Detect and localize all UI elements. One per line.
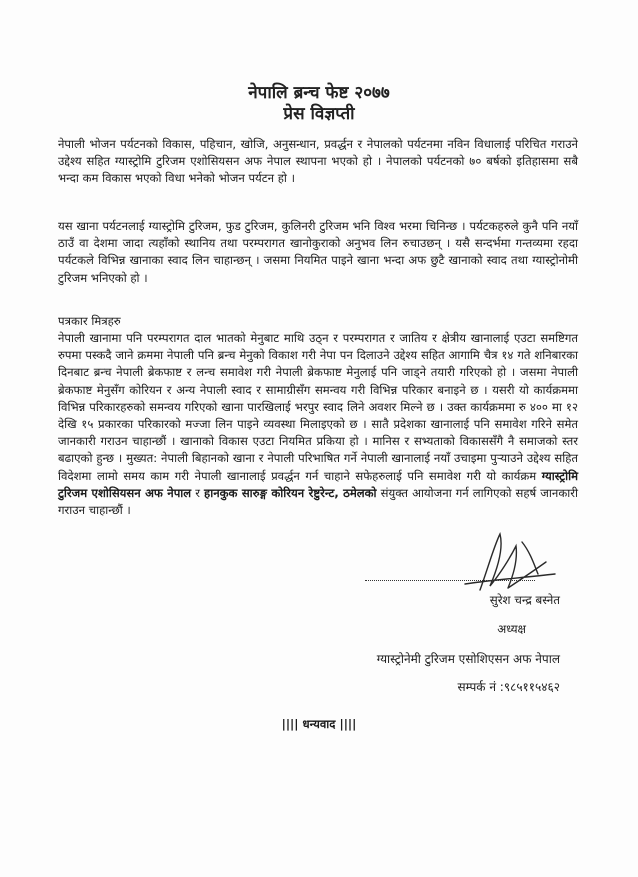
food-tourism-paragraph: यस खाना पर्यटनलाई ग्यास्ट्रोमि टुरिजम, फुड टुरिजम, कुलिनरी टुरिजम भनि विश्व भरमा चिनिन्छ । पर्यटकहरुले कुनै पनि नयाँ ठाउँ वा देशमा जादा त्यहाँको स्थानिय तथा परम्परागत खानोकुराको अनुभव लिन रुचाउछन् । यसै सन्दर्भमा गन्तव्यमा रहदा पर्यटकले विभिन्न खानाका स्वाद लिन चाहान्छन् । जसमा नियमित पाइने खाना भन्दा अफ छुटै खानाको स्वाद तथा ग्यास्ट्रोनोमी टुरिजम भनिएको हो ।	[58, 219, 578, 285]
signatory-name: सुरेश चन्द्र बस्नेत	[489, 593, 560, 607]
thank-you-note: |||| धन्यवाद ||||	[281, 717, 357, 731]
connector-text: र	[191, 485, 205, 500]
signature-line	[365, 580, 535, 581]
handwritten-signature-icon	[460, 528, 560, 598]
intro-paragraph: नेपाली भोजन पर्यटनको विकास, पहिचान, खोजि, अनुसन्धान, प्रवर्द्धन र नेपालको पर्यटनमा नविन विधालाई परिचित गराउने उद्देश्य सहित ग्यास्ट्रोमि टुरिजम एशोसियसन अफ नेपाल स्थापना भएको हो । नेपालको पर्यटनको ७० बर्षको इतिहासमा सबै भन्दा कम विकास भएको विधा भनेको भोजन पर्यटन हो ।	[58, 137, 578, 186]
document-title: नेपालि ब्रन्च फेष्ट २०७७	[248, 83, 390, 103]
contact-number: सम्पर्क नं :९८५११५४६२	[457, 680, 560, 694]
event-paragraph	[58, 330, 578, 519]
event-text-part-2: संयुक्त आयोजना गर्न लागिएको सहर्ष जानकारी गराउन चाहान्छौं ।	[58, 485, 578, 518]
event-text-part-1: नेपाली खानामा पनि परम्परागत दाल भातको मेनुबाट माथि उठ्न र परम्परागत र जातिय र क्षेत्रीय खानालाई एउटा समष्टिगत रुपमा पस्कदै जाने क्रममा नेपाली पनि ब्रन्च मेनुको विकाश गरी नेपा पन दिलाउने उद्देश्य सहित आगामि चैत्र १४ गते शनिबारका दिनबाट ब्रन्च नेपाली ब्रेकफाष्ट र लन्च समावेश गरी नेपाली ब्रेकफाष्ट मेनुलाई पनि जाड्ने तयारी गरिएको हो । जसमा नेपाली ब्रेकफाष्ट मेनुसँग कोरियन र अन्य नेपाली स्वाद र सामाग्रीसँग समन्वय गरी विभिन्न परिकार बनाइने छ । यसरी यो कार्यक्रममा विभिन्न परिकारहरुको समन्वय गरिएको खाना पारखिलाई भरपुर स्वाद लिने अवशर मिल्ने छ । उक्त कार्यक्रममा रु ४०० मा १२ देखि १५ प्रकारका परिकारको मज्जा लिन पाइने व्यवस्था मिलाइएको छ । सातै प्रदेशका खानालाई पनि समावेश गरिने समेत जानकारी गराउन चाहान्छौं । खानाको विकास एउटा नियमित प्रकिया हो । मानिस र सभ्यताको विकाससँगै नै समाजको स्तर बढाएको हुन्छ । मुख्यत: नेपाली बिहानको खाना र नेपाली परिभाषित गर्ने नेपाली खानालाई नयाँ उचाइमा पुऱ्याउने उद्देश्य सहित विदेशमा लामो समय काम गरी नेपाली खानालाई प्रवर्द्धन गर्न चाहाने सफेहरुलाई पनि समावेश गरी यो कार्यक्रम	[58, 331, 578, 483]
salutation: पत्रकार मित्रहरु	[58, 314, 121, 328]
signature-block	[355, 528, 565, 598]
organizer-name-1: ग्यास्ट्रोमि टुरिजम एशोसियसन अफ नेपाल	[58, 468, 579, 500]
organizer-name-2: हानकुक सारुङ्ग कोरियन रेष्टुरेन्ट, ठमेलको	[204, 485, 377, 500]
document-subtitle: प्रेस विज्ञप्ती	[283, 104, 355, 124]
signatory-role: अध्यक्ष	[497, 622, 526, 636]
organization-name: ग्यास्ट्रोनेमी टुरिजम एसोशिएसन अफ नेपाल	[376, 652, 560, 666]
